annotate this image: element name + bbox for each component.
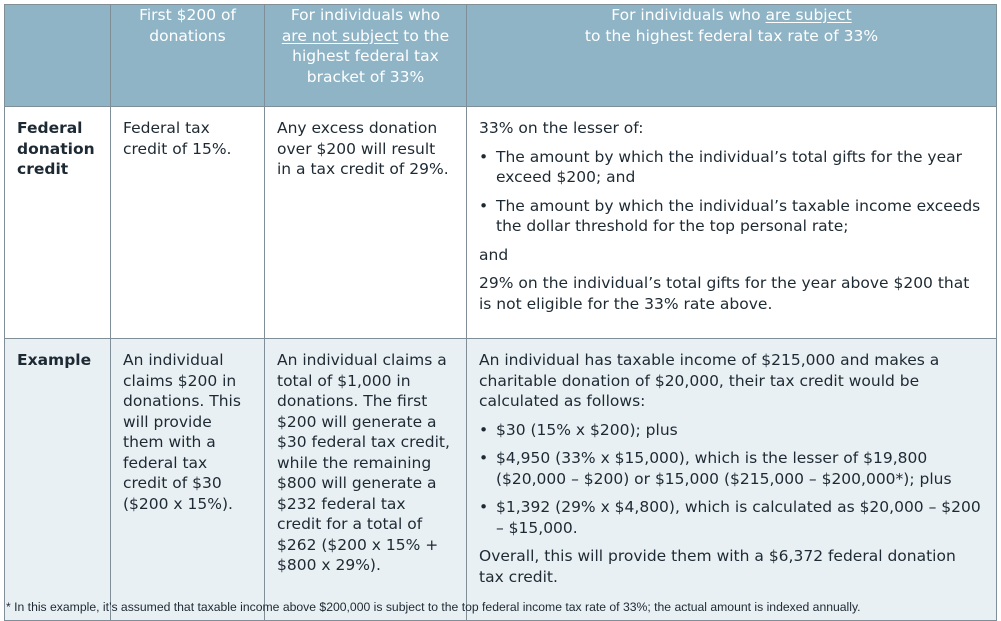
credit-subject-intro: 33% on the lesser of:: [479, 119, 644, 137]
header-subject-pre: For individuals who: [611, 6, 766, 24]
cell-credit-not-subject: Any excess donation over $200 will result in a tax credit of 29%.: [265, 107, 467, 339]
list-item: • $1,392 (29% x $4,800), which is calculated as $20,000 – $200 – $15,000.: [479, 497, 984, 538]
cell-example-subject: [467, 339, 997, 621]
row-label-federal-credit: Federal donation credit: [5, 107, 111, 339]
donation-credit-table: [4, 4, 997, 621]
example-subject-list: [479, 420, 984, 539]
header-not-subject: [265, 5, 467, 107]
example-subject-intro: An individual has taxable income of $215,000 and makes a charitable donation of $20,000, their tax credit would be calculated as follows:: [479, 351, 940, 410]
example-subject-outro: Overall, this will provide them with a $6,372 federal donation tax credit.: [479, 547, 956, 586]
header-subject-post: to the highest federal tax rate of 33%: [584, 26, 879, 45]
header-empty-cell: [5, 5, 111, 107]
cell-credit-subject: [467, 107, 997, 339]
list-item: • $30 (15% x $200); plus: [479, 420, 984, 441]
header-not-subject-pre: For individuals who: [290, 6, 441, 24]
header-subject-underlined: are subject: [765, 6, 852, 24]
table-row-federal-credit: [5, 107, 997, 339]
credit-subject-outro: 29% on the individual’s total gifts for the year above $200 that is not eligible for the 33% rate above.: [479, 274, 970, 313]
list-item: • The amount by which the individual’s total gifts for the year exceed $200; and: [479, 147, 984, 188]
cell-example-first200: An individual claims $200 in donations. This will provide them with a federal tax credit of $30 ($200 x 15%).: [111, 339, 265, 621]
row-label-example: Example: [5, 339, 111, 621]
table-row-example: [5, 339, 997, 621]
header-subject: [467, 5, 997, 107]
credit-subject-list: [479, 147, 984, 237]
table-header-row: [5, 5, 997, 107]
list-item: • $4,950 (33% x $15,000), which is the lesser of $19,800 ($20,000 – $200) or $15,000 ($215,000 – $200,000*); plus: [479, 448, 984, 489]
cell-credit-first200: Federal tax credit of 15%.: [111, 107, 265, 339]
footnote: * In this example, it’s assumed that taxable income above $200,000 is subject to the top federal income tax rate of 33%; the actual amount is indexed annually.: [6, 600, 861, 614]
header-first-200: First $200 of donations: [111, 5, 265, 107]
cell-example-not-subject: An individual claims a total of $1,000 in donations. The first $200 will generate a $30 federal tax credit, while the remaining $800 will generate a $232 federal tax credit for a total of $262 ($200 x 15% + $800 x 29%).: [265, 339, 467, 621]
header-not-subject-underlined: are not subject: [281, 26, 399, 45]
credit-subject-and: and: [479, 245, 509, 264]
list-item: • The amount by which the individual’s taxable income exceeds the dollar threshold for the top personal rate;: [479, 196, 984, 237]
header-not-subject-post: to the highest federal tax bracket of 33%: [292, 26, 450, 86]
